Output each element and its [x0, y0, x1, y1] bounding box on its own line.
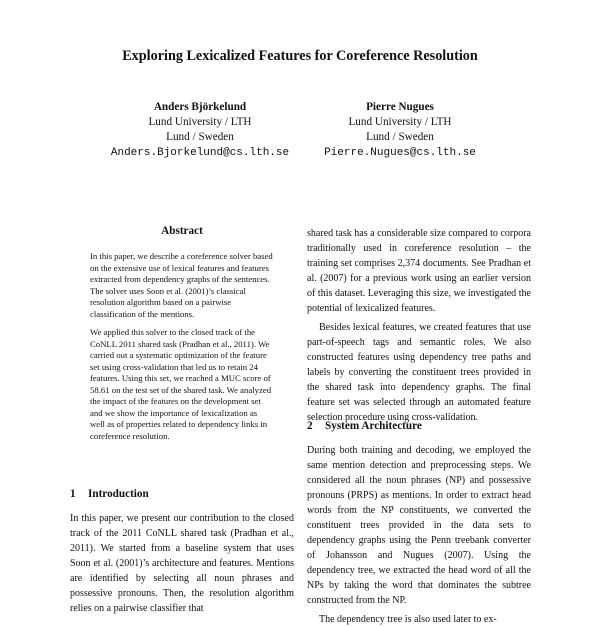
author-name: Anders Björkelund: [153, 101, 247, 113]
body-paragraph: During both training and decoding, we employed the same mention detection and preprocessing steps. We considered all the noun phrases (NP) and possessive pronouns (PRPS) as mentions. In order to extract head words from the NP constituents, we converted the constituent trees provided in the data sets to dependency graphs using the Penn treebank converter of Johansson and Nugues (2007). Using the dependency tree, we extracted the head word of all the NPs by taking the word that dominates the subtree constructed from the NP.: [307, 445, 531, 606]
author-affiliation: Lund University / LTH: [148, 116, 252, 129]
system-architecture-body: [307, 443, 531, 627]
section-heading-introduction: [70, 488, 149, 500]
author-location: Lund / Sweden: [366, 131, 434, 144]
author-email: Pierre.Nugues@cs.lth.se: [324, 146, 476, 159]
author-affiliation: Lund University / LTH: [348, 116, 452, 129]
body-paragraph: Besides lexical features, we created features that use part-of-speech tags and semantic roles. We also constructed features using dependency tree paths and labels by converting the constituent trees provided in the shared task into dependency graphs. The final feature set was selected through an automated feature selection procedure using cross-validation.: [307, 322, 531, 423]
author-block: [280, 100, 520, 161]
abstract-paragraph: We applied this solver to the closed track of the CoNLL 2011 shared task (Pradhan et al., 2011). We carried out a systematic optimization of the feature set using cross-validation that led us to retain 24 features. Using this set, we reached a MUC score of 58.61 on the test set of the shared task. We analyzed the impact of the features on the development set and we show the importance of lexicalization as well as of properties related to dependency links in coreference resolution.: [90, 327, 272, 441]
section-number: 1: [70, 488, 76, 500]
paper-title: Exploring Lexicalized Features for Coreference Resolution: [122, 48, 478, 64]
section-number: 2: [307, 420, 313, 432]
body-paragraph: The dependency tree is also used later to ex-: [319, 614, 497, 625]
abstract-body: [90, 251, 274, 449]
author-email: Anders.Bjorkelund@cs.lth.se: [110, 146, 290, 159]
section-title: System Architecture: [325, 420, 422, 432]
right-column-continuation: [307, 226, 531, 425]
body-paragraph: shared task has a considerable size compared to corpora traditionally used in coreference resolution – the training set comprises 2,374 documents. See Pradhan et al. (2007) for a previous work using an earlier version of this dataset. Leveraging this size, we investigated the potential of lexicalized features.: [307, 228, 531, 314]
abstract-paragraph: In this paper, we describe a coreference solver based on the extensive use of lexical features and features extracted from dependency graphs of the sentences. The solver uses Soon et al. (2001)’s classical resolution algorithm based on a pairwise classification of the mentions.: [90, 251, 273, 319]
abstract-heading: Abstract: [161, 225, 203, 237]
section-title: Introduction: [88, 488, 149, 500]
body-paragraph: In this paper, we present our contribution to the closed track of the 2011 CoNLL shared task (Pradhan et al., 2011). We started from a baseline system that uses Soon et al. (2001)’s architecture and features. Mentions are identified by selecting all noun phrases and possessive pronouns. Then, the resolution algorithm relies on a pairwise classifier that: [70, 513, 294, 614]
author-location: Lund / Sweden: [166, 131, 234, 144]
introduction-body: [70, 511, 294, 616]
section-heading-system-architecture: [307, 420, 422, 432]
author-name: Pierre Nugues: [366, 101, 434, 113]
